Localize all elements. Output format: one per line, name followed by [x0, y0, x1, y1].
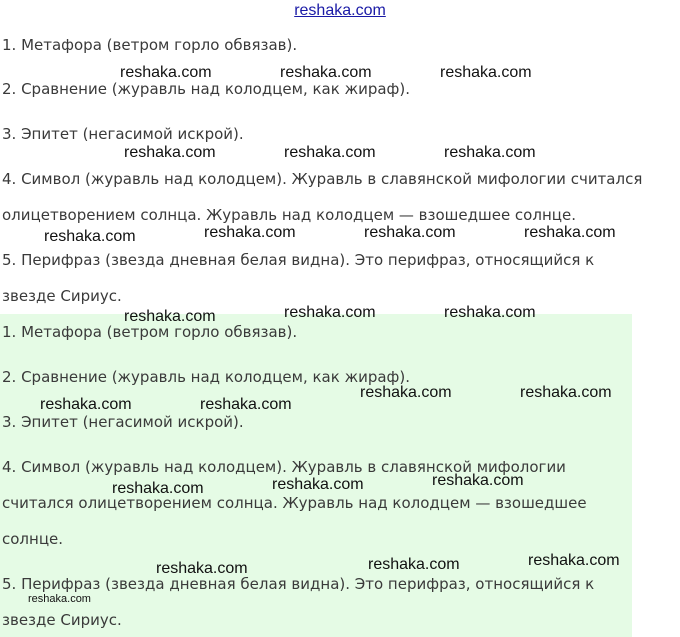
highlighted-line-6: солнце. — [2, 530, 64, 548]
watermark: reshaka.com — [524, 224, 616, 241]
answer-line-4: 4. Символ (журавль над колодцем). Журавль в славянской мифологии считался — [2, 170, 643, 188]
answer-line-6: 5. Перифраз (звезда дневная белая видна). Это перифраз, относящийся к — [2, 251, 595, 269]
highlighted-line-2: 2. Сравнение (журавль над колодцем, как жираф). — [2, 368, 410, 386]
watermark: reshaka.com — [200, 396, 292, 413]
highlighted-line-5: считался олицетворением солнца. Журавль над колодцем — взошедшее — [2, 494, 587, 512]
watermark: reshaka.com — [280, 64, 372, 81]
watermark: reshaka.com — [364, 224, 456, 241]
answer-line-2: 2. Сравнение (журавль над колодцем, как жираф). — [2, 80, 410, 98]
watermark: reshaka.com — [284, 304, 376, 321]
watermark: reshaka.com — [528, 552, 620, 569]
watermark: reshaka.com — [40, 396, 132, 413]
answer-line-7: звезде Сириус. — [2, 287, 122, 305]
watermark: reshaka.com — [112, 480, 204, 497]
watermark-small: reshaka.com — [28, 593, 91, 605]
answer-line-3: 3. Эпитет (негасимой искрой). — [2, 125, 244, 143]
highlighted-line-4: 4. Символ (журавль над колодцем). Журавль в славянской мифологии — [2, 458, 566, 476]
watermark: reshaka.com — [120, 64, 212, 81]
watermark: reshaka.com — [156, 560, 248, 577]
watermark: reshaka.com — [124, 308, 216, 325]
highlighted-line-3: 3. Эпитет (негасимой искрой). — [2, 413, 244, 431]
watermark: reshaka.com — [124, 144, 216, 161]
watermark: reshaka.com — [440, 64, 532, 81]
watermark: reshaka.com — [520, 384, 612, 401]
answer-line-1: 1. Метафора (ветром горло обвязав). — [2, 36, 298, 54]
highlighted-line-7: 5. Перифраз (звезда дневная белая видна). Это перифраз, относящийся к — [2, 575, 595, 593]
watermark: reshaka.com — [272, 476, 364, 493]
highlighted-line-1: 1. Метафора (ветром горло обвязав). — [2, 323, 298, 341]
watermark: reshaka.com — [204, 224, 296, 241]
watermark: reshaka.com — [284, 144, 376, 161]
watermark: reshaka.com — [360, 384, 452, 401]
watermark: reshaka.com — [444, 144, 536, 161]
watermark: reshaka.com — [44, 228, 136, 245]
watermark: reshaka.com — [432, 472, 524, 489]
watermark: reshaka.com — [368, 556, 460, 573]
site-header-link[interactable]: reshaka.com — [294, 2, 386, 19]
watermark: reshaka.com — [444, 304, 536, 321]
answer-line-5: олицетворением солнца. Журавль над колодцем — взошедшее солнце. — [2, 206, 576, 224]
highlighted-line-8: звезде Сириус. — [2, 611, 122, 629]
